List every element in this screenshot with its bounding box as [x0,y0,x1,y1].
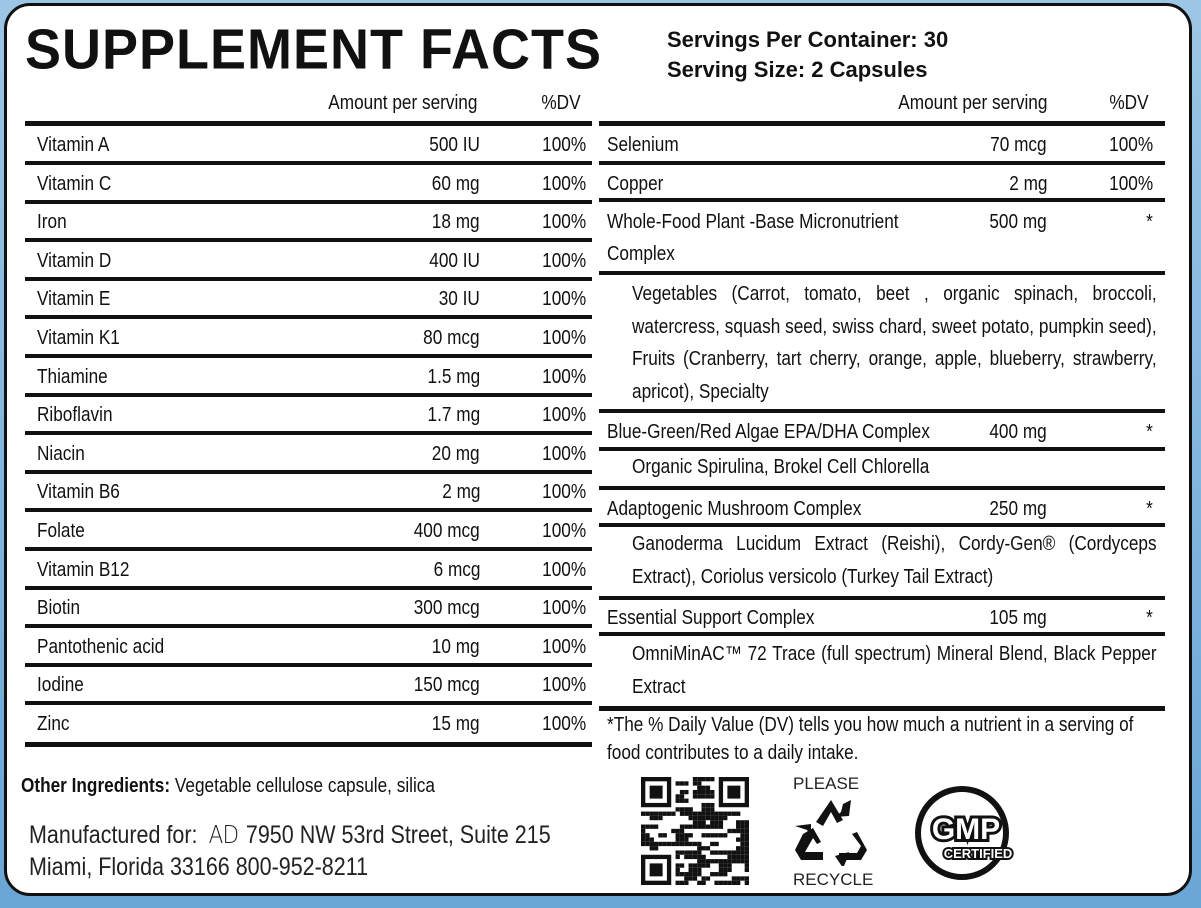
nutrient-name: Vitamin C [37,172,112,195]
nutrient-amount: 20 mg [432,442,480,465]
nutrient-name: Thiamine [37,365,108,388]
nutrient-dv: 100% [542,442,586,465]
nutrient-amount: 2 mg [1008,173,1047,195]
nutrient-row [25,589,592,623]
nutrient-amount: 6 mcg [433,558,480,581]
nutrient-amount: 500 IU [429,134,480,156]
blend-amount: 250 mg [989,498,1047,520]
nutrient-dv: 100% [542,211,586,234]
right-col-amount-header: Amount per serving [897,92,1047,114]
nutrient-row [25,473,592,507]
nutrient-row [25,435,592,469]
nutrient-dv: 100% [542,134,586,156]
nutrient-name: Vitamin A [37,134,110,156]
nutrient-amount: 150 mcg [414,674,480,697]
nutrient-amount: 15 mg [432,713,480,735]
nutrient-name: Iron [37,211,67,234]
nutrient-dv: 100% [542,481,586,504]
nutrient-dv: 100% [542,404,586,427]
brand-logo: AD [208,820,239,849]
blend-dv: * [1146,421,1153,443]
nutrient-name: Selenium [607,134,679,156]
recycle-icon [791,796,871,866]
nutrient-name: Vitamin D [37,249,112,272]
please-text: PLEASE [793,774,860,793]
nutrient-name: Copper [607,173,664,195]
nutrient-amount: 300 mcg [414,597,480,620]
nutrient-row [25,628,592,662]
nutrient-row-copper [599,165,1165,199]
nutrient-amount: 80 mcg [423,327,480,349]
nutrient-amount: 1.7 mg [427,404,480,427]
row-divider [599,523,1165,527]
micronutrient-ingredients: Vegetables (Carrot, tomato, beet , organic spinach, broccoli, watercress, squash seed, swiss chard, sweet potato, pumpkin seed), Fruits (Cranberry, tart cherry, orange, apple, blueberry, strawberry, apricot), Specialty [632,283,1157,403]
nutrient-name: Pantothenic acid [37,635,165,658]
nutrient-dv: 100% [542,520,586,542]
nutrient-dv: 100% [542,172,586,195]
certified-text: CERTIFIED [943,846,1013,861]
nutrient-amount: 60 mg [432,172,480,195]
nutrient-name: Vitamin K1 [37,327,120,349]
daily-value-footnote: *The % Daily Value (DV) tells you how much a nutrient in a serving of food contributes to a daily intake. [607,714,1134,764]
gmp-certified-icon [914,785,1020,881]
nutrient-dv: 100% [1109,173,1153,195]
nutrient-dv: 100% [542,288,586,311]
nutrient-dv: 100% [542,558,586,581]
nutrient-dv: 100% [542,635,586,658]
nutrient-amount: 10 mg [432,635,480,658]
recycle-text: RECYCLE [793,870,874,889]
blend-name: Adaptogenic Mushroom Complex [607,498,862,520]
other-ingredients [21,772,435,800]
mushroom-ingredients: Ganoderma Lucidum Extract (Reishi), Cordy-Gen® (Cordyceps Extract), Coriolus versicolo (Turkey Tail Extract) [632,533,1157,588]
nutrient-row [25,512,592,546]
serving-size: Serving Size: 2 Capsules [667,57,928,82]
blend-name-line1: Whole-Food Plant -Base Micronutrient [607,211,899,233]
nutrient-row [25,551,592,585]
nutrient-row [25,126,592,160]
supplement-facts-panel [4,3,1192,896]
nutrient-dv: 100% [542,674,586,697]
blend-name: Essential Support Complex [607,607,815,629]
nutrient-name: Zinc [37,713,70,735]
nutrient-dv: 100% [1109,134,1153,156]
nutrient-row [25,319,592,353]
nutrient-row-selenium [599,126,1165,160]
blend-row-mushroom [599,490,1165,524]
nutrient-row [25,165,592,199]
nutrient-dv: 100% [542,327,586,349]
blend-amount: 500 mg [989,211,1047,233]
other-ingredients-label: Other Ingredients: [21,775,171,797]
nutrient-row [25,666,592,700]
nutrient-name: Vitamin B12 [37,558,130,581]
row-divider [599,632,1165,636]
nutrient-dv: 100% [542,365,586,388]
other-ingredients-text: Vegetable cellulose capsule, silica [170,775,435,797]
nutrient-amount: 2 mg [441,481,480,504]
blend-dv: * [1146,498,1153,520]
manufacturer-line2: Miami, Florida 33166 800-952-8211 [29,853,369,881]
nutrient-amount: 30 IU [438,288,480,311]
blend-amount: 105 mg [989,607,1047,629]
nutrient-name: Vitamin B6 [37,481,120,504]
manufacturer-address: 7950 NW 53rd Street, Suite 215 [245,821,551,849]
nutrient-dv: 100% [542,597,586,620]
blend-name: Blue-Green/Red Algae EPA/DHA Complex [607,421,930,443]
left-bottom-rule [25,742,592,747]
blend-row-algae [599,413,1165,447]
nutrient-amount: 1.5 mg [427,365,480,388]
nutrient-name: Biotin [37,597,81,620]
servings-per-container: Servings Per Container: 30 [667,27,949,52]
essential-ingredients: OmniMinAC™ 72 Trace (full spectrum) Mineral Blend, Black Pepper Extract [632,643,1157,698]
manufacturer-line1 [29,818,551,852]
right-col-dv-header: %DV [1109,92,1149,114]
blend-row-essential [599,599,1165,633]
nutrient-row [25,280,592,314]
nutrient-name: Niacin [37,442,85,465]
page-title: SUPPLEMENT FACTS [25,18,603,82]
nutrient-amount: 400 IU [429,249,480,272]
nutrient-amount: 400 mcg [414,520,480,542]
algae-ingredients: Organic Spirulina, Brokel Cell Chlorella [632,456,930,478]
left-col-dv-header: %DV [541,92,581,114]
blend-dv: * [1146,211,1153,233]
qr-code-icon [641,777,749,885]
nutrient-name: Riboflavin [37,404,113,427]
nutrient-dv: 100% [542,249,586,272]
nutrient-dv: 100% [542,713,586,735]
left-col-amount-header: Amount per serving [327,92,477,114]
blend-amount: 400 mg [989,421,1047,443]
blend-dv: * [1146,607,1153,629]
nutrient-row [25,705,592,739]
blend-name-line2: Complex [607,243,675,265]
nutrient-amount: 70 mcg [990,134,1047,156]
manufacturer-prefix: Manufactured for: [29,821,198,849]
nutrient-row [25,242,592,276]
gmp-text: GMP [931,813,1001,846]
nutrient-row [25,358,592,392]
blend-row-micronutrient [599,203,1165,271]
nutrient-name: Vitamin E [37,288,111,311]
nutrient-name: Folate [37,520,85,542]
nutrient-name: Iodine [37,674,84,697]
nutrient-row [25,203,592,237]
row-divider [599,198,1165,202]
nutrient-amount: 18 mg [432,211,480,234]
row-divider [599,271,1165,275]
nutrient-row [25,396,592,430]
